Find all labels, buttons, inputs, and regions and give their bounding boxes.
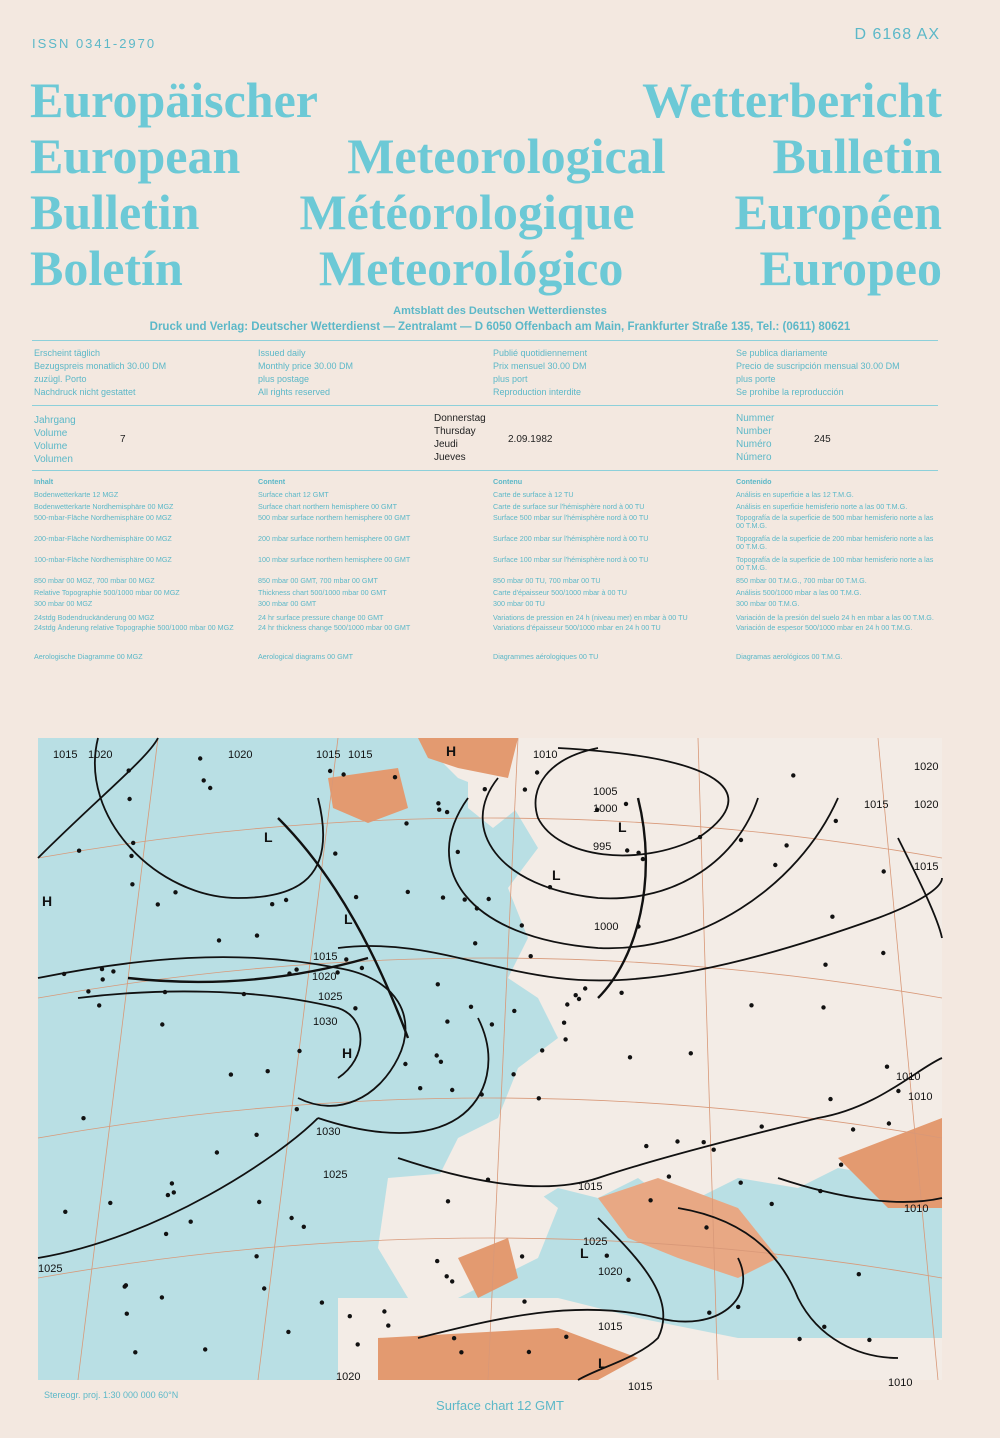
station-dot (822, 1325, 826, 1329)
contents-item: 850 mbar 00 TU, 700 mbar 00 TU (493, 576, 601, 585)
station-dot (881, 951, 885, 955)
contents-item: Topografía de la superficie de 100 mbar hemisferio norte a las 00 T.M.G. (736, 555, 934, 572)
station-dot (529, 954, 533, 958)
divider (32, 470, 938, 471)
station-dot (257, 1200, 261, 1204)
weekday-labels (434, 412, 486, 464)
station-dot (818, 1189, 822, 1193)
sub-de-line: zuzügl. Porto (34, 374, 87, 384)
station-dot (297, 1049, 301, 1053)
isobar-label: 1015 (628, 1381, 653, 1393)
contents-item: Variación de la presión del suelo 24 h en mbar a las 00 T.M.G. (736, 613, 934, 622)
station-dot (295, 1107, 299, 1111)
isobar-label: 1020 (914, 761, 939, 773)
low-pressure-center: L (618, 819, 627, 835)
station-dot (393, 775, 397, 779)
station-dot (523, 787, 527, 791)
chart-title: Surface chart 12 GMT (436, 1398, 564, 1413)
station-dot (483, 787, 487, 791)
isobar-label: 1020 (88, 749, 113, 761)
station-dot (563, 1037, 567, 1041)
contents-header-de: Inhalt (34, 477, 54, 486)
station-dot (882, 869, 886, 873)
station-dot (111, 969, 115, 973)
number-label: Numéro (736, 439, 772, 450)
contents-item: Bodenwetterkarte Nordhemisphäre 00 MGZ (34, 502, 174, 511)
station-dot (749, 1003, 753, 1007)
station-dot (520, 923, 524, 927)
contents-header-en: Content (258, 477, 286, 486)
station-dot (160, 1295, 164, 1299)
sub-es-line: Se publica diariamente (736, 348, 828, 358)
station-dot (885, 1065, 889, 1069)
station-dot (739, 838, 743, 842)
station-dot (254, 1254, 258, 1258)
contents-item: Surface chart 12 GMT (258, 490, 329, 499)
low-pressure-center: L (580, 1245, 589, 1261)
number-label: Número (736, 452, 772, 463)
station-dot (625, 848, 629, 852)
divider (32, 405, 938, 406)
sub-es-line: plus porte (736, 374, 776, 384)
station-dot (97, 1003, 101, 1007)
number-label: Number (736, 426, 772, 437)
contents-item: Topografía de la superficie de 200 mbar hemisferio norte a las 00 T.M.G. (736, 534, 934, 551)
sub-fr-line: Publié quotidiennement (493, 348, 588, 358)
isobar-label: 1025 (583, 1236, 608, 1248)
contents-item: Bodenwetterkarte 12 MGZ (34, 490, 119, 499)
station-dot (217, 938, 221, 942)
contents-item: Relative Topographie 500/1000 mbar 00 MGZ (34, 588, 180, 597)
publication-code: D 6168 AX (854, 26, 940, 43)
station-dot (127, 768, 131, 772)
contents-item: 200-mbar-Fläche Nordhemisphäre 00 MGZ (34, 534, 172, 543)
contents-item: 300 mbar 00 GMT (258, 599, 317, 608)
station-dot (439, 1060, 443, 1064)
contents-item: Variación de espesor 500/1000 mbar en 24 h 00 T.M.G. (736, 623, 913, 632)
contents-item: Variations d'épaisseur 500/1000 mbar en 24 h 00 TU (493, 623, 661, 632)
map-svg (38, 738, 942, 1393)
station-dot (511, 1072, 515, 1076)
station-dot (867, 1338, 871, 1342)
station-dot (294, 967, 298, 971)
sub-fr-line: Reproduction interdite (493, 387, 582, 397)
isobar-label: 1020 (312, 971, 337, 983)
number-labels (736, 412, 774, 464)
station-dot (784, 843, 788, 847)
number-label: Nummer (736, 413, 775, 424)
station-dot (667, 1174, 671, 1178)
sub-de-line: Erscheint täglich (34, 348, 101, 358)
contents-item: Carte d'épaisseur 500/1000 mbar à 00 TU (493, 588, 627, 597)
station-dot (101, 977, 105, 981)
sub-fr-line: plus port (493, 374, 528, 384)
station-dot (851, 1127, 855, 1131)
low-pressure-center: L (344, 911, 353, 927)
projection-note: Stereogr. proj. 1:30 000 000 60°N (44, 1390, 179, 1400)
weekday-label: Thursday (434, 426, 476, 437)
contents-item: 500 mbar surface northern hemisphere 00 GMT (258, 513, 411, 522)
isobar-label: 1005 (593, 786, 618, 798)
station-dot (636, 851, 640, 855)
station-dot (164, 1232, 168, 1236)
isobar-label: 1015 (914, 861, 939, 873)
station-dot (473, 941, 477, 945)
station-dot (445, 1019, 449, 1023)
high-pressure-center: H (342, 1045, 353, 1061)
station-dot (266, 1069, 270, 1073)
station-dot (108, 1201, 112, 1205)
sub-en-line: Monthly price 30.00 DM (258, 361, 354, 371)
contents-item: Análisis en superficie a las 12 T.M.G. (736, 490, 854, 499)
station-dot (156, 902, 160, 906)
station-dot (404, 821, 408, 825)
station-dot (583, 986, 587, 990)
contents-item: Aerological diagrams 00 GMT (258, 652, 354, 661)
station-dot (574, 993, 578, 997)
divider (32, 340, 938, 341)
volume-label: Volumen (34, 454, 73, 465)
volume-value: 7 (120, 434, 126, 445)
contents-item: 100 mbar surface northern hemisphere 00 GMT (258, 555, 411, 564)
station-dot (286, 1330, 290, 1334)
station-dot (348, 1314, 352, 1318)
station-dot (540, 1048, 544, 1052)
isobar-label: 1020 (914, 799, 939, 811)
station-dot (173, 890, 177, 894)
sub-en-line: Issued daily (258, 348, 306, 358)
station-dot (353, 1006, 357, 1010)
station-dot (736, 1305, 740, 1309)
station-dot (704, 1225, 708, 1229)
station-dot (564, 1335, 568, 1339)
volume-labels (34, 414, 76, 466)
station-dot (86, 989, 90, 993)
issn-number: ISSN 0341-2970 (32, 36, 157, 51)
station-dot (287, 971, 291, 975)
station-dot (689, 1051, 693, 1055)
weekday-label: Jeudi (434, 439, 458, 450)
station-dot (707, 1311, 711, 1315)
contents-header-es: Contenido (736, 477, 772, 486)
station-dot (619, 991, 623, 995)
subscription-french (493, 347, 587, 399)
station-dot (62, 972, 66, 976)
title-german: Europäischer Wetterbericht (30, 72, 942, 128)
station-dot (626, 1278, 630, 1282)
sub-fr-line: Prix mensuel 30.00 DM (493, 361, 587, 371)
isobar-label: 1015 (316, 749, 341, 761)
low-pressure-center: L (598, 1355, 607, 1371)
station-dot (535, 770, 539, 774)
isobar-label: 1015 (578, 1181, 603, 1193)
contents-item: 24stdg Bodendruckänderung 00 MGZ (34, 613, 155, 622)
station-dot (896, 1089, 900, 1093)
sub-es-line: Precio de suscripción mensual 30.00 DM (736, 361, 900, 371)
station-dot (341, 772, 345, 776)
station-dot (605, 1254, 609, 1258)
station-dot (887, 1121, 891, 1125)
station-dot (565, 1002, 569, 1006)
station-dot (418, 1086, 422, 1090)
station-dot (522, 1299, 526, 1303)
station-dot (450, 1279, 454, 1283)
station-dot (435, 1053, 439, 1057)
contents-header-fr: Contenu (493, 477, 523, 486)
station-dot (302, 1225, 306, 1229)
contents-item: Análisis en superficie hemisferio norte a las 00 T.M.G. (736, 502, 908, 511)
station-dot (469, 1005, 473, 1009)
surface-weather-map (38, 738, 942, 1393)
station-dot (382, 1309, 386, 1313)
station-dot (436, 982, 440, 986)
station-dot (644, 1144, 648, 1148)
isobar-label: 1030 (316, 1126, 341, 1138)
contents-item: Topografía de la superficie de 500 mbar hemisferio norte a las 00 T.M.G. (736, 513, 934, 530)
isobar-label: 1015 (53, 749, 78, 761)
station-dot (172, 1190, 176, 1194)
isobar-label: 1000 (593, 803, 618, 815)
station-dot (270, 902, 274, 906)
station-dot (830, 915, 834, 919)
station-dot (857, 1272, 861, 1276)
station-dot (648, 1198, 652, 1202)
station-dot (262, 1286, 266, 1290)
station-dot (450, 1088, 454, 1092)
station-dot (456, 850, 460, 854)
contents-item: 24 hr thickness change 500/1000 mbar 00 GMT (258, 623, 411, 632)
contents-item: 24stdg Änderung relative Topographie 500/1000 mbar 00 MGZ (34, 623, 234, 632)
isobar-label: 1015 (313, 951, 338, 963)
contents-item: Variations de pression en 24 h (niveau mer) en mbar à 00 TU (493, 613, 688, 622)
station-dot (130, 882, 134, 886)
station-dot (445, 810, 449, 814)
station-dot (562, 1021, 566, 1025)
isobar-label: 1010 (908, 1091, 933, 1103)
station-dot (127, 797, 131, 801)
contents-item: Carte de surface à 12 TU (493, 490, 574, 499)
contents-item: 24 hr surface pressure change 00 GMT (258, 613, 384, 622)
station-dot (406, 890, 410, 894)
station-dot (702, 1140, 706, 1144)
station-dot (520, 1254, 524, 1258)
isobar-label: 1000 (594, 921, 619, 933)
station-dot (77, 849, 81, 853)
isobar-label: 995 (593, 841, 612, 853)
station-dot (360, 966, 364, 970)
isobar-label: 1010 (904, 1203, 929, 1215)
contents-item: Diagrammes aérologiques 00 TU (493, 652, 599, 661)
contents-item: Aerologische Diagramme 00 MGZ (34, 652, 143, 661)
publisher-line: Druck und Verlag: Deutscher Wetterdienst — Zentralamt — D 6050 Offenbach am Main, Frankfurter Straße 135, Tel.: (0611) 80621 (149, 321, 851, 333)
station-dot (81, 1116, 85, 1120)
subscription-english (258, 347, 353, 399)
sub-en-line: All rights reserved (258, 387, 331, 397)
station-dot (823, 963, 827, 967)
station-dot (208, 786, 212, 790)
isobar-label: 1025 (318, 991, 343, 1003)
high-pressure-center: H (446, 743, 457, 759)
station-dot (490, 1022, 494, 1026)
station-dot (480, 1092, 484, 1096)
station-dot (459, 1350, 463, 1354)
contents-item: Surface chart northern hemisphere 00 GMT (258, 502, 398, 511)
volume-label: Jahrgang (34, 415, 76, 426)
isobar-label: 1010 (896, 1071, 921, 1083)
issue-date: 2.09.1982 (508, 434, 553, 445)
station-dot (320, 1300, 324, 1304)
station-dot (760, 1124, 764, 1128)
station-dot (129, 854, 133, 858)
masthead (30, 72, 942, 296)
isobar-label: 1010 (888, 1377, 913, 1389)
isobar-label: 1030 (313, 1016, 338, 1028)
sub-es-line: Se prohibe la reproducción (736, 387, 844, 397)
station-dot (133, 1350, 137, 1354)
station-dot (821, 1005, 825, 1009)
contents-item: Surface 200 mbar sur l'hémisphère nord à 00 TU (493, 534, 649, 543)
station-dot (170, 1181, 174, 1185)
station-dot (770, 1202, 774, 1206)
contents-item: Thickness chart 500/1000 mbar 00 GMT (258, 588, 387, 597)
volume-label: Volume (34, 428, 68, 439)
station-dot (125, 1312, 129, 1316)
contents-item: Surface 500 mbar sur l'hémisphère nord à 00 TU (493, 513, 649, 522)
isobar-label: 1020 (598, 1266, 623, 1278)
station-dot (828, 1097, 832, 1101)
station-dot (512, 1009, 516, 1013)
contents-item: 300 mbar 00 T.M.G. (736, 599, 800, 608)
station-dot (487, 897, 491, 901)
station-dot (834, 819, 838, 823)
station-dot (739, 1181, 743, 1185)
sub-de-line: Bezugspreis monatlich 30.00 DM (34, 361, 167, 371)
station-dot (198, 756, 202, 760)
isobar-label: 1025 (38, 1263, 63, 1275)
station-dot (289, 1216, 293, 1220)
station-dot (452, 1336, 456, 1340)
official-gazette-line: Amtsblatt des Deutschen Wetterdienstes (393, 305, 607, 317)
high-pressure-center: H (42, 893, 53, 909)
station-dot (628, 1055, 632, 1059)
station-dot (284, 898, 288, 902)
station-dot (797, 1337, 801, 1341)
isobar-label: 1020 (336, 1371, 361, 1383)
isobar-label: 1020 (228, 749, 253, 761)
station-dot (773, 863, 777, 867)
station-dot (242, 992, 246, 996)
contents-item: 300 mbar 00 TU (493, 599, 545, 608)
low-pressure-center: L (264, 829, 273, 845)
low-pressure-center: L (552, 867, 561, 883)
isobar-label: 1025 (323, 1169, 348, 1181)
station-dot (839, 1163, 843, 1167)
station-dot (527, 1350, 531, 1354)
station-dot (255, 933, 259, 937)
station-dot (229, 1072, 233, 1076)
contents-item: 850 mbar 00 GMT, 700 mbar 00 GMT (258, 576, 378, 585)
station-dot (356, 1342, 360, 1346)
sub-de-line: Nachdruck nicht gestattet (34, 387, 136, 397)
contents-item: 500-mbar-Fläche Nordhemisphäre 00 MGZ (34, 513, 172, 522)
station-dot (100, 967, 104, 971)
volume-label: Volume (34, 441, 68, 452)
station-dot (435, 1259, 439, 1263)
contents-item: Carte de surface sur l'hémisphère nord à 00 TU (493, 502, 645, 511)
station-dot (160, 1022, 164, 1026)
title-english: European Meteorological Bulletin (30, 128, 942, 184)
station-dot (131, 841, 135, 845)
station-dot (163, 990, 167, 994)
contents-item: 850 mbar 00 T.M.G., 700 mbar 00 T.M.G. (736, 576, 867, 585)
station-dot (344, 957, 348, 961)
station-dot (446, 1199, 450, 1203)
contents-item: 300 mbar 00 MGZ (34, 599, 93, 608)
station-dot (441, 895, 445, 899)
station-dot (577, 997, 581, 1001)
station-dot (463, 897, 467, 901)
station-dot (123, 1284, 127, 1288)
station-dot (436, 801, 440, 805)
title-french: Bulletin Météorologique Européen (30, 184, 942, 240)
station-dot (202, 778, 206, 782)
station-dot (63, 1210, 67, 1214)
station-dot (624, 802, 628, 806)
issue-number: 245 (814, 434, 831, 445)
isobar-label: 1015 (348, 749, 373, 761)
station-dot (636, 924, 640, 928)
station-dot (791, 773, 795, 777)
isobar-label: 1015 (598, 1321, 623, 1333)
station-dot (445, 1274, 449, 1278)
station-dot (354, 895, 358, 899)
isobar-label: 1015 (864, 799, 889, 811)
contents-item: 100-mbar-Fläche Nordhemisphäre 00 MGZ (34, 555, 172, 564)
station-dot (537, 1096, 541, 1100)
weekday-label: Donnerstag (434, 413, 486, 424)
contents-item: 850 mbar 00 MGZ, 700 mbar 00 MGZ (34, 576, 155, 585)
station-dot (475, 906, 479, 910)
station-dot (403, 1062, 407, 1066)
station-dot (437, 808, 441, 812)
isobar-label: 1010 (533, 749, 558, 761)
title-spanish: Boletín Meteorológico Europeo (30, 240, 942, 296)
contents-item: Surface 100 mbar sur l'hémisphère nord à 00 TU (493, 555, 649, 564)
station-dot (215, 1150, 219, 1154)
station-dot (386, 1323, 390, 1327)
weekday-label: Jueves (434, 452, 466, 463)
station-dot (328, 769, 332, 773)
subscription-german (34, 347, 166, 399)
contents-item: 200 mbar surface northern hemisphere 00 GMT (258, 534, 411, 543)
station-dot (548, 885, 552, 889)
station-dot (333, 851, 337, 855)
contents-item: Análisis 500/1000 mbar a las 00 T.M.G. (736, 588, 862, 597)
sub-en-line: plus postage (258, 374, 310, 384)
station-dot (641, 857, 645, 861)
station-dot (166, 1193, 170, 1197)
station-dot (698, 835, 702, 839)
subscription-spanish (736, 347, 900, 399)
station-dot (203, 1347, 207, 1351)
station-dot (675, 1139, 679, 1143)
station-dot (712, 1148, 716, 1152)
station-dot (254, 1133, 258, 1137)
station-dot (486, 1178, 490, 1182)
contents-item: Diagramas aerológicos 00 T.M.G. (736, 652, 843, 661)
station-dot (189, 1220, 193, 1224)
